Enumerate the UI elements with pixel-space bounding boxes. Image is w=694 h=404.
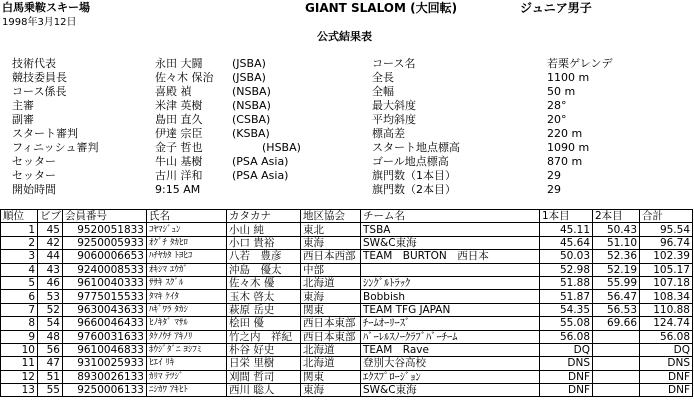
table-row — [1, 236, 693, 249]
cell-team: ｼﾝｸﾞﾙﾄﾗｯｸ — [361, 276, 540, 289]
cell-katakana: 朴谷 好史 — [227, 343, 301, 356]
cell-member-id: 9240008533 — [63, 263, 147, 276]
cell-name: ﾀｹﾉｳﾁ ｱｷﾉﾘ — [147, 330, 227, 343]
cell-run1: 50.03 — [540, 250, 593, 263]
cell-rank: 2 — [1, 236, 38, 249]
course-value: 28° — [547, 99, 567, 112]
cell-name: ﾆｼｶﾜ ｱｷﾋﾄ — [147, 384, 227, 397]
course-label: 標高差 — [372, 127, 405, 140]
official-name: 永田 大闘 — [155, 57, 203, 70]
cell-total: DNF — [640, 384, 693, 397]
table-row — [1, 276, 693, 289]
official-role: 開始時間 — [12, 183, 56, 196]
cell-rank: 8 — [1, 317, 38, 330]
table-row — [1, 303, 693, 316]
table-row — [1, 317, 693, 330]
course-value: 若栗ゲレンデ — [547, 57, 613, 70]
official-role: セッター — [12, 169, 56, 182]
cell-region: 東北 — [301, 223, 361, 236]
cell-name: ﾊﾁﾔｶﾀ ﾄﾖﾋｺ — [147, 250, 227, 263]
cell-total: 107.18 — [640, 276, 693, 289]
cell-member-id: 9760031633 — [63, 330, 147, 343]
cell-total: 108.34 — [640, 290, 693, 303]
cell-team: TSBA — [361, 223, 540, 236]
cell-name: ﾎｳｼﾞﾀﾞﾆ ﾖｼﾌﾐ — [147, 343, 227, 356]
table-row — [1, 370, 693, 383]
cell-run1: 45.64 — [540, 236, 593, 249]
official-name: 喜殿 禎 — [155, 85, 192, 98]
cell-rank: 4 — [1, 263, 38, 276]
cell-rank: 12 — [1, 370, 38, 383]
cell-run1: 56.08 — [540, 330, 593, 343]
cell-rank: 10 — [1, 343, 38, 356]
cell-run2: 55.99 — [593, 276, 640, 289]
cell-rank: 1 — [1, 223, 38, 236]
cell-team: TEAM Rave — [361, 343, 540, 356]
cell-member-id: 9060006653 — [63, 250, 147, 263]
official-role: 副審 — [12, 113, 34, 126]
cell-total: DNS — [640, 357, 693, 370]
cell-katakana: 佐々木 優 — [227, 276, 301, 289]
cell-member-id: 9520051833 — [63, 223, 147, 236]
cell-run1: 52.98 — [540, 263, 593, 276]
course-label: ゴール地点標高 — [372, 155, 449, 168]
cell-bib: 56 — [38, 343, 63, 356]
cell-member-id: 9660046433 — [63, 317, 147, 330]
venue-title: 白馬乗鞍スキー場 — [2, 1, 90, 14]
table-row — [1, 330, 693, 343]
cell-team: 登別大谷高校 — [361, 357, 540, 370]
cell-total: 124.74 — [640, 317, 693, 330]
results-subtitle: 公式結果表 — [317, 30, 372, 43]
cell-member-id: 9775015533 — [63, 290, 147, 303]
cell-run2: 56.53 — [593, 303, 640, 316]
cell-katakana: 小口 貴裕 — [227, 236, 301, 249]
cell-run1: 45.11 — [540, 223, 593, 236]
cell-total: 95.54 — [640, 223, 693, 236]
header-member-id: 会員番号 — [63, 210, 147, 223]
cell-bib: 53 — [38, 290, 63, 303]
cell-team: ﾁｰﾑｵｰﾘｰｽﾞ — [361, 317, 540, 330]
cell-member-id: 9310025933 — [63, 357, 147, 370]
cell-member-id: 8930026133 — [63, 370, 147, 383]
cell-total: 102.39 — [640, 250, 693, 263]
cell-region: 東海 — [301, 236, 361, 249]
cell-katakana: 竹之内 祥紀 — [227, 330, 301, 343]
cell-team: Bobbish — [361, 290, 540, 303]
cell-region: 関東 — [301, 303, 361, 316]
official-role: 技術代表 — [12, 57, 56, 70]
course-value: 870 m — [547, 155, 583, 168]
cell-run1: DNF — [540, 370, 593, 383]
table-row — [1, 343, 693, 356]
start-time: 9:15 AM — [155, 183, 201, 196]
cell-name: ｻｻｷ ｽｸﾞﾙ — [147, 276, 227, 289]
cell-rank: 13 — [1, 384, 38, 397]
header-katakana: カタカナ — [227, 210, 301, 223]
course-value: 50 m — [547, 85, 576, 98]
official-name: 島田 直久 — [155, 113, 203, 126]
results-body — [1, 223, 693, 397]
official-role: スタート審判 — [12, 127, 78, 140]
course-label: 全幅 — [372, 85, 394, 98]
table-row — [1, 357, 693, 370]
cell-member-id: 9610040333 — [63, 276, 147, 289]
official-role: 競技委員長 — [12, 71, 67, 84]
cell-run2: 52.36 — [593, 250, 640, 263]
cell-total: 110.88 — [640, 303, 693, 316]
cell-region: 中部 — [301, 263, 361, 276]
course-label: コース名 — [372, 57, 416, 70]
official-org: (PSA Asia) — [232, 155, 289, 168]
course-value: 220 m — [547, 127, 583, 140]
cell-run1: DNS — [540, 357, 593, 370]
official-role: コース係長 — [12, 85, 67, 98]
header-region: 地区協会 — [301, 210, 361, 223]
official-name: 金子 哲也 — [155, 141, 203, 154]
official-org: (HSBA) — [262, 141, 301, 154]
cell-team: SW&C東海 — [361, 236, 540, 249]
event-title: GIANT SLALOM (大回転) — [305, 1, 458, 15]
cell-member-id: 9250006133 — [63, 384, 147, 397]
cell-run2 — [593, 370, 640, 383]
cell-member-id: 9630043633 — [63, 303, 147, 316]
cell-member-id: 9250005933 — [63, 236, 147, 249]
category-title: ジュニア男子 — [520, 1, 592, 15]
cell-region: 東海 — [301, 290, 361, 303]
cell-team: SW&C東海 — [361, 384, 540, 397]
cell-name: ﾀﾏｷ ｹｲﾀ — [147, 290, 227, 303]
course-value: 1100 m — [547, 71, 590, 84]
cell-name: ｵｸﾞﾁ ﾀｶﾋﾛ — [147, 236, 227, 249]
official-org: (JSBA) — [232, 71, 266, 84]
official-org: (NSBA) — [232, 99, 271, 112]
official-org: (NSBA) — [232, 85, 271, 98]
course-value: 20° — [547, 113, 567, 126]
official-role: 主審 — [12, 99, 34, 112]
cell-name: ﾋﾉｷﾀﾞ ﾏｻﾙ — [147, 317, 227, 330]
course-label: スタート地点標高 — [372, 141, 460, 154]
header-rank: 順位 — [1, 210, 38, 223]
cell-name: ｺﾔﾏｼﾞｭﾝ — [147, 223, 227, 236]
header-bib: ビブ — [38, 210, 63, 223]
cell-name: ｵｷｼﾏ ﾕｳｶﾞ — [147, 263, 227, 276]
cell-katakana: 西川 聡人 — [227, 384, 301, 397]
cell-total: 56.08 — [640, 330, 693, 343]
cell-name: ﾋｴｲ ﾘｷ — [147, 357, 227, 370]
course-label: 最大斜度 — [372, 99, 416, 112]
cell-total: 96.74 — [640, 236, 693, 249]
official-role: セッター — [12, 155, 56, 168]
official-name: 佐々木 保治 — [155, 71, 214, 84]
results-table — [0, 209, 693, 397]
cell-region: 西日本東部 — [301, 317, 361, 330]
cell-run2 — [593, 384, 640, 397]
cell-katakana: 沖島 優太 — [227, 263, 301, 276]
cell-run1: 51.88 — [540, 276, 593, 289]
course-label: 全長 — [372, 71, 394, 84]
cell-region: 北海道 — [301, 357, 361, 370]
table-row — [1, 223, 693, 236]
cell-total: 105.17 — [640, 263, 693, 276]
cell-run1: DNF — [540, 384, 593, 397]
cell-run1: 55.08 — [540, 317, 593, 330]
table-row — [1, 384, 693, 397]
cell-rank: 7 — [1, 303, 38, 316]
cell-bib: 48 — [38, 330, 63, 343]
cell-name: ﾊｷﾞﾜﾗ ﾀｶｼ — [147, 303, 227, 316]
cell-run2 — [593, 343, 640, 356]
course-value: 1090 m — [547, 141, 590, 154]
official-name: 古川 洋和 — [155, 169, 203, 182]
table-header-row — [1, 210, 693, 223]
cell-bib: 51 — [38, 370, 63, 383]
header-total: 合計 — [640, 210, 693, 223]
cell-run1: DQ — [540, 343, 593, 356]
cell-run2 — [593, 330, 640, 343]
course-value: 29 — [547, 169, 561, 182]
cell-katakana: 桧田 優 — [227, 317, 301, 330]
cell-bib: 55 — [38, 384, 63, 397]
cell-run2 — [593, 357, 640, 370]
table-row — [1, 263, 693, 276]
cell-katakana: 日栄 里樹 — [227, 357, 301, 370]
cell-region: 関東 — [301, 370, 361, 383]
cell-total: DNF — [640, 370, 693, 383]
cell-region: 北海道 — [301, 276, 361, 289]
cell-katakana: 玉木 啓太 — [227, 290, 301, 303]
cell-rank: 9 — [1, 330, 38, 343]
cell-team — [361, 263, 540, 276]
cell-team: ﾊﾞｰﾚﾙｽﾉｰｸﾗﾌﾞﾊﾞｰﾁｰﾑ — [361, 330, 540, 343]
cell-region: 東海 — [301, 384, 361, 397]
event-date: 1998年3月12日 — [2, 17, 77, 28]
cell-rank: 11 — [1, 357, 38, 370]
cell-katakana: 萩原 岳史 — [227, 303, 301, 316]
cell-run1: 51.87 — [540, 290, 593, 303]
cell-rank: 3 — [1, 250, 38, 263]
cell-run2: 56.47 — [593, 290, 640, 303]
official-role: フィニッシュ審判 — [12, 141, 99, 154]
cell-run1: 54.35 — [540, 303, 593, 316]
cell-katakana: 八若 豊彦 — [227, 250, 301, 263]
cell-katakana: 刈間 哲司 — [227, 370, 301, 383]
course-label: 旗門数（2本目） — [372, 183, 456, 196]
official-org: (JSBA) — [232, 57, 266, 70]
cell-region: 西日本東部 — [301, 330, 361, 343]
header-name: 氏名 — [147, 210, 227, 223]
header-team: チーム名 — [361, 210, 540, 223]
official-org: (KSBA) — [232, 127, 270, 140]
cell-region: 北海道 — [301, 343, 361, 356]
table-row — [1, 290, 693, 303]
cell-team: TEAM TFG JAPAN — [361, 303, 540, 316]
cell-run2: 52.19 — [593, 263, 640, 276]
cell-run2: 50.43 — [593, 223, 640, 236]
cell-name: ｶﾘﾏ ﾃﾂｼﾞ — [147, 370, 227, 383]
cell-bib: 44 — [38, 250, 63, 263]
cell-region: 西日本西部 — [301, 250, 361, 263]
header-run1: 1本目 — [540, 210, 593, 223]
cell-bib: 45 — [38, 223, 63, 236]
header-run2: 2本目 — [593, 210, 640, 223]
table-row — [1, 250, 693, 263]
cell-team: ｴｸｽﾌﾟﾛｰｼﾞｮﾝ — [361, 370, 540, 383]
cell-bib: 52 — [38, 303, 63, 316]
cell-run2: 69.66 — [593, 317, 640, 330]
cell-total: DQ — [640, 343, 693, 356]
official-name: 牛山 基樹 — [155, 155, 203, 168]
cell-run2: 51.10 — [593, 236, 640, 249]
cell-bib: 43 — [38, 263, 63, 276]
official-name: 米津 英樹 — [155, 99, 203, 112]
course-label: 旗門数（1本目） — [372, 169, 456, 182]
cell-bib: 47 — [38, 357, 63, 370]
course-label: 平均斜度 — [372, 113, 416, 126]
cell-bib: 54 — [38, 317, 63, 330]
cell-katakana: 小山 純 — [227, 223, 301, 236]
course-value: 29 — [547, 183, 561, 196]
cell-rank: 6 — [1, 290, 38, 303]
official-org: (CSBA) — [232, 113, 271, 126]
cell-team: TEAM BURTON 西日本 — [361, 250, 540, 263]
cell-bib: 42 — [38, 236, 63, 249]
cell-rank: 5 — [1, 276, 38, 289]
official-name: 伊達 宗臣 — [155, 127, 203, 140]
official-org: (PSA Asia) — [232, 169, 289, 182]
cell-bib: 46 — [38, 276, 63, 289]
cell-member-id: 9610046833 — [63, 343, 147, 356]
